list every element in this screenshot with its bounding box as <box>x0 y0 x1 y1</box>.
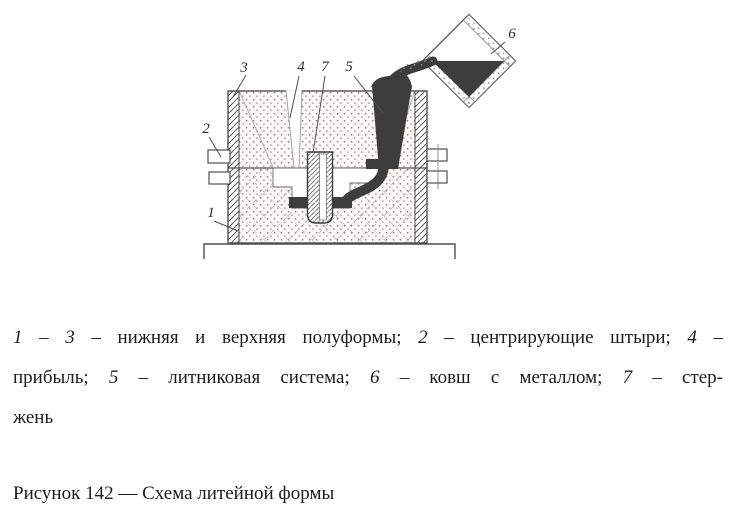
label-3: 3 <box>240 60 248 76</box>
legend-segment: 6 <box>369 367 380 388</box>
legend-line-2 <box>13 358 723 398</box>
pin-left-lower <box>209 172 230 184</box>
legend-segment: – <box>696 327 724 348</box>
figure-legend <box>13 318 723 438</box>
label-5: 5 <box>345 59 353 75</box>
legend-line-3 <box>13 398 723 438</box>
legend-segment: – нижняя и верхняя полуформы; <box>74 327 419 348</box>
flask-wall-left <box>228 91 239 243</box>
legend-segment: – стер- <box>632 367 723 388</box>
legend-segment: 1 – 3 <box>13 327 75 348</box>
pin-left-upper <box>208 150 230 163</box>
legend-segment: 2 <box>418 327 428 348</box>
legend-segment: 5 <box>108 367 119 388</box>
figure-caption: Рисунок 142 — Схема литейной формы <box>13 483 335 504</box>
pin-right-upper <box>427 149 447 161</box>
legend-segment: 4 <box>687 327 697 348</box>
legend-segment: жень <box>13 407 54 428</box>
metal-pool-left <box>289 197 309 208</box>
core <box>308 152 333 223</box>
metal-pool-right <box>331 197 352 208</box>
legend-segment: – ковш с металлом; <box>379 367 623 388</box>
label-7: 7 <box>321 59 329 75</box>
flask-wall-right <box>415 91 427 243</box>
label-6: 6 <box>508 26 516 42</box>
legend-segment: – центрирующие штыри; <box>427 327 688 348</box>
legend-line-1 <box>13 318 723 358</box>
label-2: 2 <box>202 121 210 137</box>
label-1: 1 <box>207 205 215 221</box>
base-plate <box>204 244 455 259</box>
legend-segment: – литниковая система; <box>118 367 370 388</box>
legend-segment: прибыль; <box>13 367 109 388</box>
pin-right-lower <box>427 171 447 183</box>
core-vent <box>320 154 327 220</box>
legend-segment: 7 <box>622 367 633 388</box>
label-4: 4 <box>297 59 305 75</box>
